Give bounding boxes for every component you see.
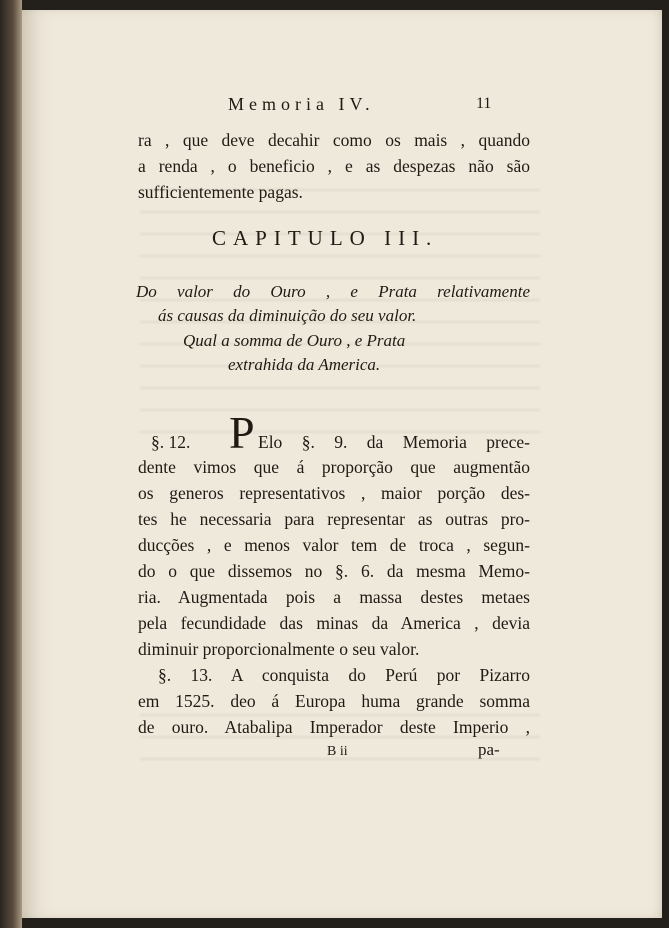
paragraph-line: dente vimos que á proporção que augmentão [138, 457, 530, 477]
opening-line: ra , que deve decahir como os mais , quando [138, 130, 530, 150]
catchword: pa- [478, 740, 500, 759]
opening-line: sufficientemente pagas. [138, 182, 303, 202]
paragraph-line: ria. Augmentada pois a massa destes metaes [138, 587, 530, 607]
paragraph-line: ducções , e menos valor tem de troca , segun- [138, 535, 530, 555]
book-page [22, 10, 662, 918]
paragraph-line: diminuir proporcionalmente o seu valor. [138, 639, 420, 659]
chapter-heading: CAPITULO III. [212, 226, 439, 250]
paragraph-line: os generos representativos , maior porção des- [138, 483, 530, 503]
section-number: §. 12. [151, 432, 191, 452]
signature-mark: B ii [327, 744, 348, 759]
chapter-subtitle-line: Qual a somma de Ouro , e Prata [183, 331, 406, 350]
paragraph-line: de ouro. Atabalipa Imperador deste Imperio , [138, 717, 530, 737]
opening-line: a renda , o beneficio , e as despezas não são [138, 156, 530, 176]
paragraph-line: do o que dissemos no §. 6. da mesma Memo- [138, 561, 530, 581]
paragraph-line: pela fecundidade das minas da America , devia [138, 613, 530, 633]
book-binding-edge [0, 0, 22, 928]
page-number: 11 [476, 95, 492, 112]
chapter-subtitle-line: extrahida da America. [228, 355, 381, 374]
running-head: Memoria IV. [228, 94, 375, 114]
chapter-subtitle-line: ás causas da diminuição do seu valor. [158, 306, 417, 325]
drop-capital: P [229, 407, 255, 458]
chapter-subtitle-line: Do valor do Ouro , e Prata relativamente [136, 282, 530, 301]
paragraph-first-line: Elo §. 9. da Memoria prece- [258, 432, 530, 452]
paragraph-line: em 1525. deo á Europa huma grande somma [138, 691, 530, 711]
paragraph-line: tes he necessaria para representar as outras pro- [138, 509, 530, 529]
paragraph-line: §. 13. A conquista do Perú por Pizarro [158, 665, 530, 685]
